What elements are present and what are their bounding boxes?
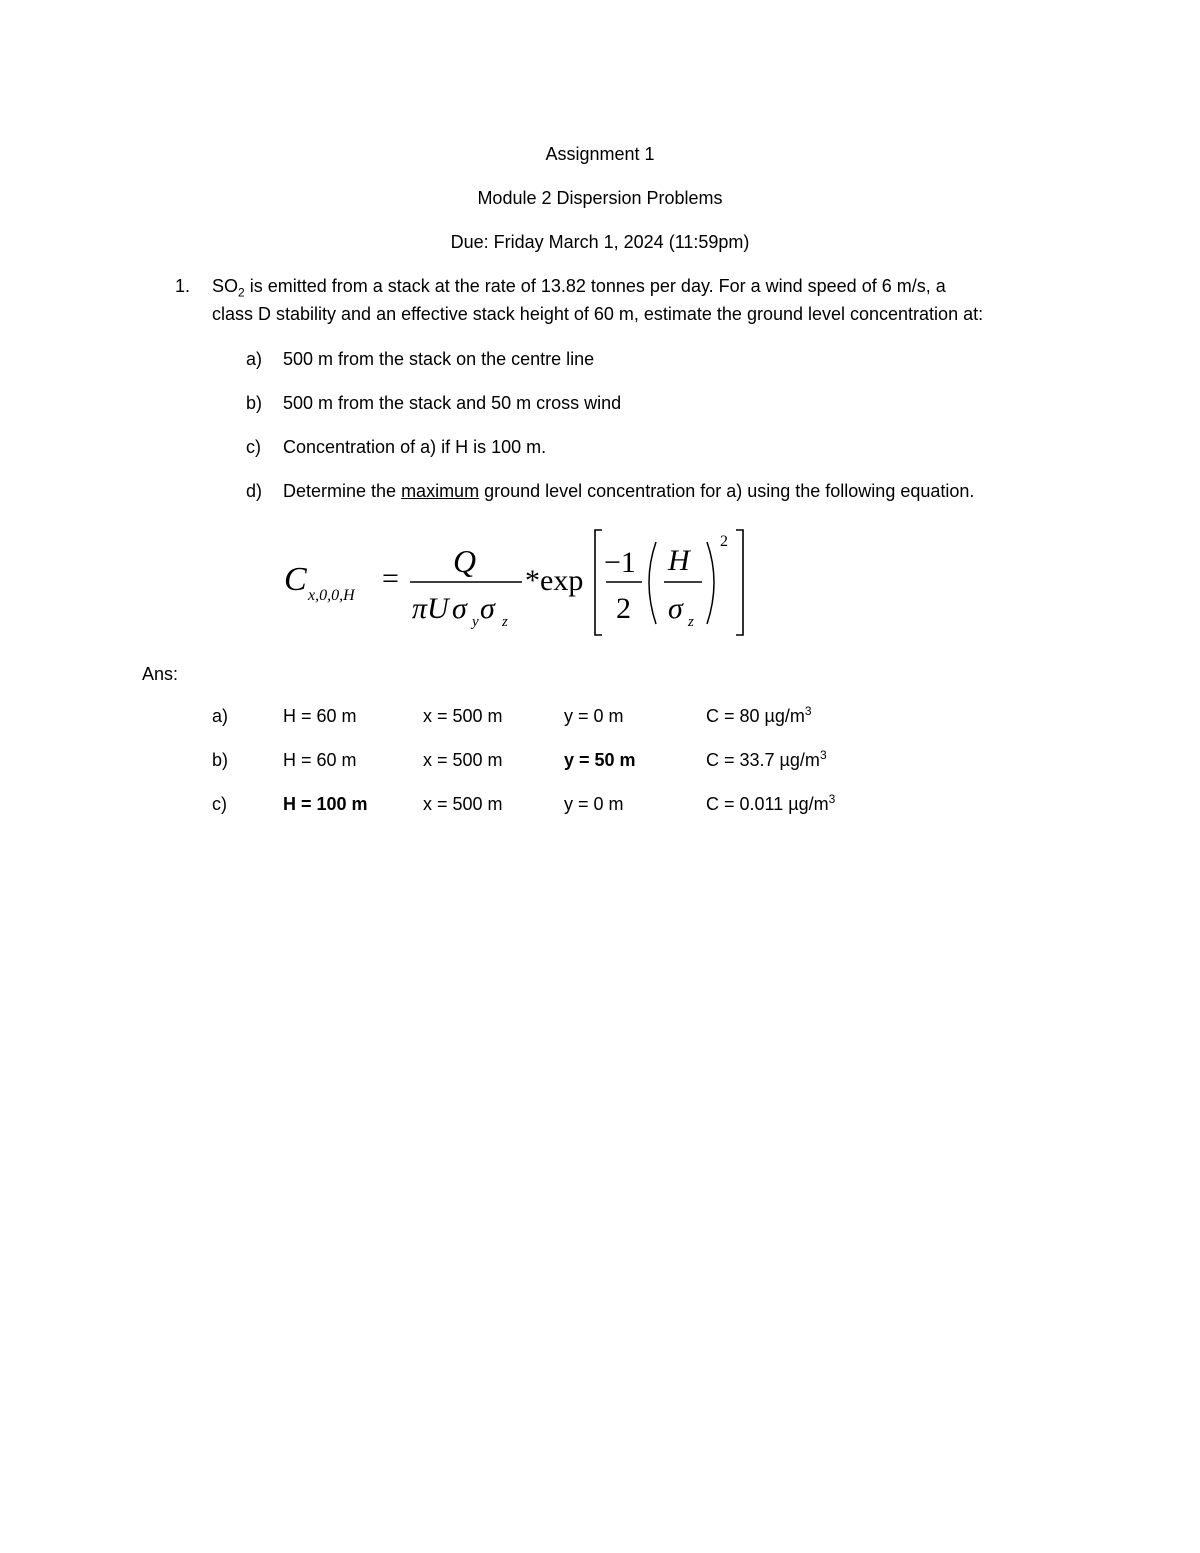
answer-a-C (706, 706, 812, 727)
part-a-label: a) (246, 349, 263, 369)
answer-c-y: y = 0 m (564, 794, 624, 814)
answer-b-y: y = 50 m (564, 750, 636, 770)
eq-sigma-z-inner: σ (668, 592, 683, 625)
eq-star-exp: *exp (525, 564, 584, 597)
part-d-label: d) (246, 481, 263, 501)
eq-Q: Q (453, 543, 477, 579)
answer-a-label: a) (212, 706, 229, 726)
part-d-pre: Determine the (283, 481, 402, 501)
eq-left-paren (649, 542, 656, 624)
due-date: Due: Friday March 1, 2024 (11:59pm) (450, 232, 750, 252)
part-a-text: 500 m from the stack on the centre line (283, 349, 595, 369)
question-line-1-rest: is emitted from a stack at the rate of 13.82 tonnes per day. For a wind speed of 6 m/s, a (244, 276, 946, 296)
part-b-label: b) (246, 393, 263, 413)
answer-a-x: x = 500 m (423, 706, 503, 726)
eq-C-subscript: x,0,0,H (308, 587, 355, 604)
answer-b-x: x = 500 m (423, 750, 503, 770)
so2-text: SO (212, 276, 239, 296)
eq-left-bracket (595, 530, 602, 635)
maximum-underlined: maximum (401, 481, 480, 501)
answer-c-C-sup: 3 (828, 792, 836, 806)
answer-b-C-sup: 3 (819, 748, 827, 762)
eq-sub-z: z (502, 614, 508, 630)
part-b-text: 500 m from the stack and 50 m cross wind (283, 393, 622, 413)
answer-a-y: y = 0 m (564, 706, 624, 726)
answer-a-C-value: C = 80 µg/m (706, 706, 805, 726)
eq-right-bracket (736, 530, 743, 635)
question-line-1 (212, 276, 946, 300)
eq-sigma-y: σ (452, 592, 467, 625)
answer-a-H: H = 60 m (283, 706, 357, 726)
so2-subscript: 2 (238, 285, 245, 300)
part-d-text (283, 481, 974, 502)
part-c-label: c) (246, 437, 261, 457)
answer-a-C-sup: 3 (804, 704, 812, 718)
answer-c-label: c) (212, 794, 227, 814)
answer-b-H: H = 60 m (283, 750, 357, 770)
answer-c-x: x = 500 m (423, 794, 503, 814)
module-title: Module 2 Dispersion Problems (477, 188, 723, 208)
answer-c-H: H = 100 m (283, 794, 368, 814)
eq-C: C (284, 561, 307, 598)
eq-two: 2 (616, 592, 631, 625)
answer-b-label: b) (212, 750, 229, 770)
part-d-post: ground level concentration for a) using the following equation. (479, 481, 975, 501)
eq-pi-U: πU (412, 592, 449, 625)
answer-b-C-value: C = 33.7 µg/m (706, 750, 820, 770)
answers-label: Ans: (142, 664, 179, 684)
dispersion-equation (270, 520, 770, 650)
question-number: 1. (175, 276, 191, 296)
answer-c-C-value: C = 0.011 µg/m (706, 794, 829, 814)
eq-minus-one: −1 (604, 546, 636, 579)
answer-b-C (706, 750, 827, 771)
question-line-2: class D stability and an effective stack height of 60 m, estimate the ground level concentration at: (212, 304, 984, 324)
eq-right-paren (707, 542, 714, 624)
answer-c-C (706, 794, 835, 815)
part-c-text: Concentration of a) if H is 100 m. (283, 437, 547, 457)
assignment-title: Assignment 1 (545, 144, 655, 164)
eq-equals: = (382, 562, 399, 595)
eq-H: H (668, 544, 690, 577)
eq-sub-y: y (472, 614, 479, 630)
eq-sub-z-inner: z (688, 614, 694, 630)
eq-sigma-z: σ (480, 592, 495, 625)
eq-power: 2 (720, 533, 728, 550)
